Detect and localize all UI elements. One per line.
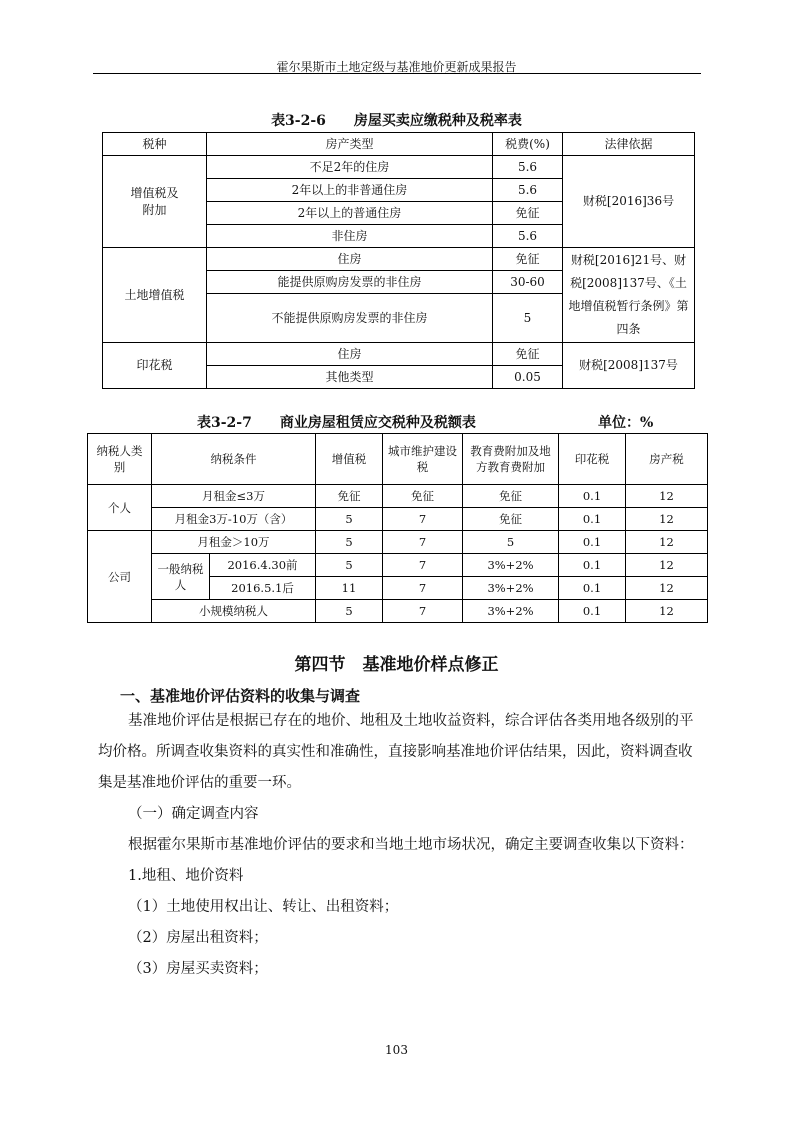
header-cell: 教育费附加及地方教育费附加 bbox=[463, 434, 559, 485]
table-header-row bbox=[103, 133, 695, 156]
header-cell: 纳税条件 bbox=[152, 434, 316, 485]
value-cell: 免征 bbox=[463, 485, 559, 508]
value-cell: 0.1 bbox=[559, 485, 626, 508]
legal-basis-cell: 财税[2016]36号 bbox=[563, 156, 695, 248]
table-row bbox=[88, 531, 708, 554]
header-cell: 税费(%) bbox=[493, 133, 563, 156]
list-item: （1）土地使用权出让、转让、出租资料； bbox=[128, 899, 399, 915]
property-type-cell: 其他类型 bbox=[207, 366, 493, 389]
value-cell: 7 bbox=[383, 508, 463, 531]
header-cell: 纳税人类别 bbox=[88, 434, 152, 485]
table-row bbox=[103, 248, 695, 271]
rate-cell: 5.6 bbox=[493, 156, 563, 179]
condition-cell: 月租金＞10万 bbox=[152, 531, 316, 554]
rate-cell: 免征 bbox=[493, 248, 563, 271]
value-cell: 免征 bbox=[463, 508, 559, 531]
condition-cell: 2016.5.1后 bbox=[210, 577, 316, 600]
value-cell: 12 bbox=[626, 577, 708, 600]
value-cell: 0.1 bbox=[559, 531, 626, 554]
header-cell: 房产类型 bbox=[207, 133, 493, 156]
value-cell: 12 bbox=[626, 531, 708, 554]
header-rule bbox=[93, 73, 701, 74]
list-item: 1.地租、地价资料 bbox=[128, 868, 244, 884]
property-type-cell: 住房 bbox=[207, 343, 493, 366]
table-row bbox=[88, 554, 708, 577]
table-commercial-lease-tax bbox=[87, 433, 708, 623]
rate-cell: 5.6 bbox=[493, 179, 563, 202]
table-row bbox=[88, 600, 708, 623]
category-cell: 公司 bbox=[88, 531, 152, 623]
value-cell: 3%+2% bbox=[463, 600, 559, 623]
value-cell: 5 bbox=[316, 554, 383, 577]
general-taxpayer-cell: 一般纳税人 bbox=[152, 554, 210, 600]
condition-cell: 2016.4.30前 bbox=[210, 554, 316, 577]
list-item: （3）房屋买卖资料； bbox=[128, 961, 268, 977]
value-cell: 5 bbox=[316, 531, 383, 554]
value-cell: 11 bbox=[316, 577, 383, 600]
table-header-row bbox=[88, 434, 708, 485]
rate-cell: 0.05 bbox=[493, 366, 563, 389]
body-text bbox=[98, 706, 698, 985]
value-cell: 12 bbox=[626, 600, 708, 623]
category-cell: 个人 bbox=[88, 485, 152, 531]
property-type-cell: 2年以上的普通住房 bbox=[207, 202, 493, 225]
value-cell: 3%+2% bbox=[463, 577, 559, 600]
legal-basis-cell: 财税[2008]137号 bbox=[563, 343, 695, 389]
rate-cell: 30-60 bbox=[493, 271, 563, 294]
paragraph: 根据霍尔果斯市基准地价评估的要求和当地土地市场状况，确定主要调查收集以下资料： bbox=[128, 837, 694, 853]
value-cell: 7 bbox=[383, 600, 463, 623]
value-cell: 0.1 bbox=[559, 554, 626, 577]
header-cell: 税种 bbox=[103, 133, 207, 156]
value-cell: 7 bbox=[383, 577, 463, 600]
table-row bbox=[103, 343, 695, 366]
table2-caption: 表3-2-7 商业房屋租赁应交税种及税额表 bbox=[197, 415, 476, 431]
page-number: 103 bbox=[385, 1043, 408, 1057]
table-row bbox=[88, 485, 708, 508]
header-cell: 法律依据 bbox=[563, 133, 695, 156]
value-cell: 12 bbox=[626, 485, 708, 508]
condition-cell: 小规模纳税人 bbox=[152, 600, 316, 623]
value-cell: 12 bbox=[626, 508, 708, 531]
section-title: 第四节 基准地价样点修正 bbox=[294, 655, 499, 675]
table1-caption: 表3-2-6 房屋买卖应缴税种及税率表 bbox=[271, 113, 522, 129]
tax-type-cell: 印花税 bbox=[103, 343, 207, 389]
property-type-cell: 不能提供原购房发票的非住房 bbox=[207, 294, 493, 343]
table2-unit: 单位：% bbox=[598, 415, 654, 431]
value-cell: 5 bbox=[316, 508, 383, 531]
running-header: 霍尔果斯市土地定级与基准地价更新成果报告 bbox=[276, 60, 517, 74]
value-cell: 7 bbox=[383, 554, 463, 577]
header-cell: 房产税 bbox=[626, 434, 708, 485]
rate-cell: 免征 bbox=[493, 343, 563, 366]
tax-type-cell: 土地增值税 bbox=[103, 248, 207, 343]
tax-type-cell: 增值税及 附加 bbox=[103, 156, 207, 248]
subsection-title: 一、基准地价评估资料的收集与调查 bbox=[120, 687, 361, 705]
header-cell: 城市维护建设税 bbox=[383, 434, 463, 485]
value-cell: 12 bbox=[626, 554, 708, 577]
rate-cell: 免征 bbox=[493, 202, 563, 225]
value-cell: 3%+2% bbox=[463, 554, 559, 577]
property-type-cell: 能提供原购房发票的非住房 bbox=[207, 271, 493, 294]
item-heading: （一）确定调查内容 bbox=[128, 806, 259, 822]
condition-cell: 月租金3万-10万（含） bbox=[152, 508, 316, 531]
legal-basis-cell: 财税[2016]21号、财税[2008]137号、《土地增值税暂行条例》第四条 bbox=[563, 248, 695, 343]
table-row bbox=[103, 156, 695, 179]
condition-cell: 月租金≤3万 bbox=[152, 485, 316, 508]
value-cell: 0.1 bbox=[559, 508, 626, 531]
list-item: （2）房屋出租资料； bbox=[128, 930, 268, 946]
value-cell: 免征 bbox=[316, 485, 383, 508]
header-cell: 增值税 bbox=[316, 434, 383, 485]
value-cell: 0.1 bbox=[559, 600, 626, 623]
paragraph: 基准地价评估是根据已存在的地价、地租及土地收益资料，综合评估各类用地各级别的平均价格。所调查收集资料的真实性和准确性，直接影响基准地价评估结果，因此，资料调查收集是基准地价评估的重要一环。 bbox=[98, 713, 694, 791]
value-cell: 5 bbox=[463, 531, 559, 554]
rate-cell: 5.6 bbox=[493, 225, 563, 248]
property-type-cell: 2年以上的非普通住房 bbox=[207, 179, 493, 202]
property-type-cell: 住房 bbox=[207, 248, 493, 271]
table-row bbox=[88, 508, 708, 531]
value-cell: 0.1 bbox=[559, 577, 626, 600]
property-type-cell: 不足2年的住房 bbox=[207, 156, 493, 179]
property-type-cell: 非住房 bbox=[207, 225, 493, 248]
rate-cell: 5 bbox=[493, 294, 563, 343]
header-cell: 印花税 bbox=[559, 434, 626, 485]
value-cell: 7 bbox=[383, 531, 463, 554]
value-cell: 免征 bbox=[383, 485, 463, 508]
value-cell: 5 bbox=[316, 600, 383, 623]
table-house-sale-tax bbox=[102, 132, 695, 389]
